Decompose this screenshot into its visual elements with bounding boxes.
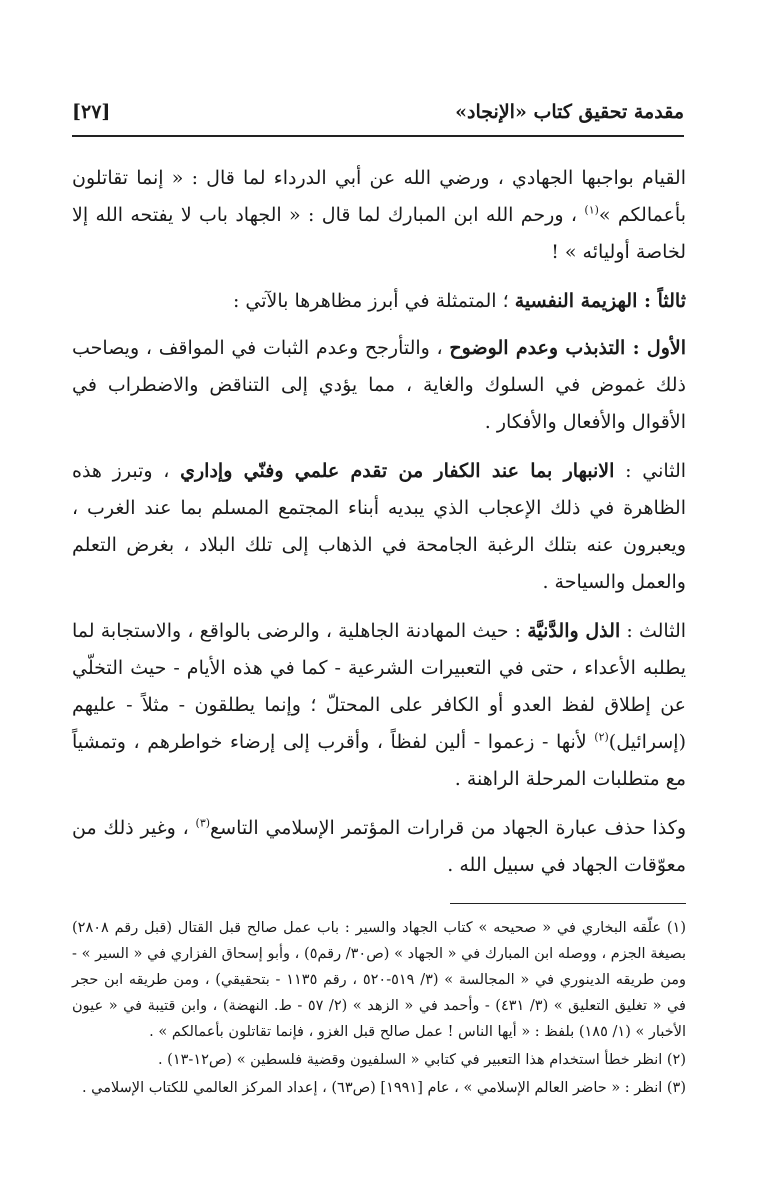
main-text	[72, 160, 686, 896]
paragraph-intro	[72, 160, 686, 271]
footnote-3: (٣) انظر : « حاضر العالم الإسلامي » ، عام [١٩٩١] (ص٦٣) ، إعداد المركز العالمي للكتاب الإسلامي .	[81, 1080, 686, 1096]
footnote-divider	[450, 903, 686, 904]
first-point-text: ، والتأرجح وعدم الثبات في المواقف ، ويصاحب ذلك غموض في السلوك والغاية ، مما يؤدي إلى التناقض والاضطراب في الأقوال والأفعال والأفكار .	[72, 337, 686, 433]
footnote-2: (٢) انظر خطأ استخدام هذا التعبير في كتابي « السلفيون وقضية فلسطين » (ص١٢-١٣) .	[157, 1052, 686, 1068]
page-header	[72, 92, 684, 132]
third-point-text-b: لأنها - زعموا - ألين لفظاً ، وأقرب إلى إرضاء خواطرهم ، وتمشياً مع متطلبات المرحلة الراهنة .	[72, 731, 686, 790]
page-number: [٢٧]	[72, 101, 111, 123]
intro-text-b: ، ورحم الله ابن المبارك لما قال : « الجهاد باب لا يفتحه الله إلا لخاصة أوليائه » !	[72, 204, 686, 263]
third-point-title: الذل والدَّنيَّة	[527, 620, 621, 642]
footnote-ref-3[interactable]: (٣)	[195, 816, 211, 830]
running-title: مقدمة تحقيق كتاب «الإنجاد»	[455, 101, 684, 123]
paragraph-last	[72, 810, 686, 884]
second-point-lead: الثاني :	[625, 460, 687, 482]
last-text-b: ، وغير ذلك من معوّقات الجهاد في سبيل الله .	[72, 817, 686, 876]
header-divider	[72, 135, 684, 137]
third-point-text-a: : حيث المهادنة الجاهلية ، والرضى بالواقع ، والاستجابة لما يطلبه الأعداء ، حتى في التعبيرات الشرعية - كما في هذه الأيام - حيث التخلّي عن إطلاق لفظ العدو أو الكافر على المحتلّ ؛ وإنما يطلقون - مثلاً - عليهم (إسرائيل)	[72, 620, 686, 753]
footnote-1: (١) علّقه البخاري في « صحيحه » كتاب الجهاد والسير : باب عمل صالح قبل القتال (قبل رقم ٢٨٠٨) بصيغة الجزم ، ووصله ابن المبارك في « الجهاد » (ص٣٠/ رقم٥) ، وأبو إسحاق الفزاري في « السير » - ومن طريقه الدينوري في « المجالسة » (٣/ ٥١٩-٥٢٠ ، رقم ١١٣٥ - بتحقيقي) ، ومن طريقه ابن حجر في « تغليق التعليق » (٣/ ٤٣١) - وأحمد في « الزهد » (٢/ ٥٧ - ط. النهضة) ، وابن قتيبة في « عيون الأخبار » (١/ ١٨٥) بلفظ : « أيها الناس ! عمل صالح قبل الغزو ، فإنما تقاتلون بأعمالكم » .	[72, 920, 686, 1040]
section-heading-title: ثالثاً : الهزيمة النفسية	[514, 290, 686, 312]
paragraph-third	[72, 613, 686, 798]
paragraph-second	[72, 453, 686, 601]
footnotes	[72, 915, 686, 1103]
intro-text-a: القيام بواجبها الجهادي ، ورضي الله عن أبي الدرداء لما قال : « إنما تقاتلون بأعمالكم »	[72, 167, 687, 226]
third-point-lead: الثالث :	[626, 620, 687, 642]
section-heading-rest: ؛ المتمثلة في أبرز مظاهرها بالآتي :	[232, 290, 509, 312]
footnote-ref-1[interactable]: (١)	[584, 203, 599, 217]
second-point-text: ، وتبرز هذه الظاهرة في ذلك الإعجاب الذي يبديه أبناء المجتمع المسلم بما عند الغرب ، ويعبرون عنه بتلك الرغبة الجامحة في الذهاب إلى تلك البلاد ، بغرض التعلم والعمل والسياحة .	[72, 460, 686, 593]
footnote-ref-2[interactable]: (٢)	[594, 730, 609, 744]
second-point-title: الانبهار بما عند الكفار من تقدم علمي وفنّي وإداري	[180, 460, 615, 482]
paragraph-first	[72, 330, 686, 441]
last-text-a: وكذا حذف عبارة الجهاد من قرارات المؤتمر الإسلامي التاسع	[210, 817, 687, 839]
first-point-title: الأول : التذبذب وعدم الوضوح	[449, 337, 686, 359]
section-heading	[72, 283, 686, 320]
